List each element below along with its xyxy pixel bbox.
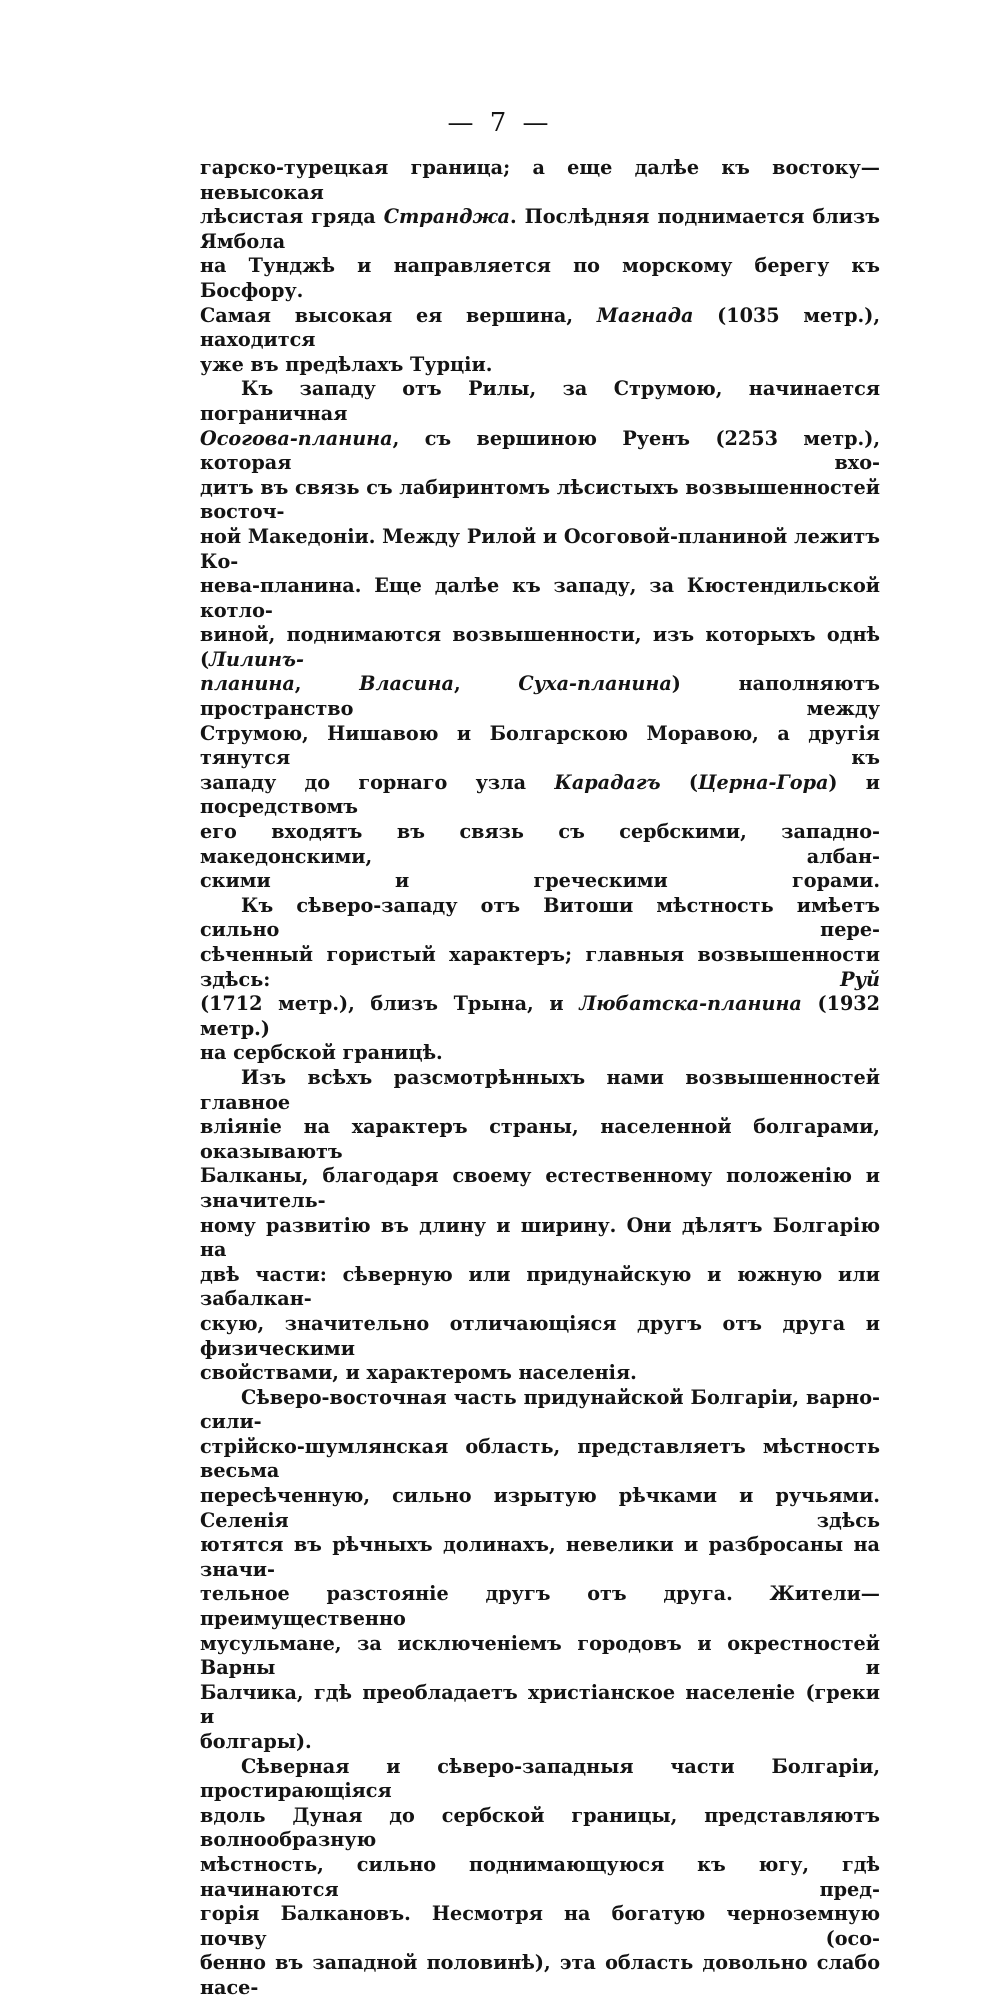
text-line: (1712 метр.), близъ Трына, и Любатска-планина (1932 метр.) xyxy=(200,992,880,1040)
text-line: дитъ въ связь съ лабиринтомъ лѣсистыхъ возвышенностей восточ- xyxy=(200,475,880,524)
body-text xyxy=(200,156,880,2001)
text-line: Балчика, гдѣ преобладаетъ христіанское населеніе (греки и xyxy=(200,1680,880,1729)
text-line: гарско-турецкая граница; а еще далѣе къ востоку—невысокая xyxy=(200,156,880,204)
text-line: ютятся въ рѣчныхъ долинахъ, невелики и разбросаны на значи- xyxy=(200,1533,880,1581)
text-line: Осогова-планина, съ вершиною Руенъ (2253 метр.), которая вхо- xyxy=(200,426,880,475)
text-line: лѣсистая гряда Странджа. Послѣдняя поднимается близъ Ямбола xyxy=(200,205,881,253)
page-number: — 7 — xyxy=(447,108,553,138)
text-line: горія Балкановъ. Несмотря на богатую черноземную почву (осо- xyxy=(200,1902,880,1950)
text-line: двѣ части: сѣверную или придунайскую и южную или забалкан- xyxy=(200,1262,880,1311)
text-line: свойствами, и характеромъ населенія. xyxy=(200,1361,637,1385)
text-line: западу до горнаго узла Карадагъ (Церна-Гора) и посредствомъ xyxy=(200,770,880,819)
text-line: мусульмане, за исключеніемъ городовъ и окрестностей Варны и xyxy=(200,1631,880,1680)
text-line: Изъ всѣхъ разсмотрѣнныхъ нами возвышенностей главное xyxy=(200,1065,880,1114)
text-line: вдоль Дуная до сербской границы, представляютъ волнообразную xyxy=(200,1803,880,1852)
text-line: ному развитію въ длину и ширину. Они дѣлятъ Болгарію на xyxy=(200,1213,880,1262)
text-line: Самая высокая ея вершина, Магнада (1035 метр.), находится xyxy=(200,303,880,352)
text-line: мѣстность, сильно поднимающуюся къ югу, гдѣ начинаются пред- xyxy=(200,1852,880,1901)
text-line: уже въ предѣлахъ Турціи. xyxy=(200,352,493,376)
text-line: пересѣченную, сильно изрытую рѣчками и ручьями. Селенія здѣсь xyxy=(200,1484,880,1532)
text-line: Балканы, благодаря своему естественному положенію и значитель- xyxy=(200,1164,880,1212)
text-line: болгары). xyxy=(200,1730,312,1753)
text-line: бенно въ западной половинѣ), эта область довольно слабо насе- xyxy=(200,1951,880,1999)
text-line: нева-планина. Еще далѣе къ западу, за Кюстендильской котло- xyxy=(200,574,880,622)
text-line: на сербской границѣ. xyxy=(200,1041,443,1065)
text-line: сѣченный гористый характеръ; главныя возвышенности здѣсь: Руй xyxy=(200,943,880,991)
text-line: скую, значительно отличающіяся другъ отъ друга и физическими xyxy=(200,1311,880,1360)
text-line: виной, поднимаются возвышенности, изъ которыхъ однѣ (Лилинъ- xyxy=(200,623,880,671)
text-line: Сѣверо-восточная часть придунайской Болгаріи, варно-сили- xyxy=(200,1385,880,1434)
text-line: стрійско-шумлянская область, представляетъ мѣстность весьма xyxy=(200,1434,880,1483)
text-line: тельное разстояніе другъ отъ друга. Жители—преимущественно xyxy=(200,1582,880,1631)
text-line: Струмою, Нишавою и Болгарскою Моравою, а другія тянутся къ xyxy=(200,721,880,770)
text-line: вліяніе на характеръ страны, населенной болгарами, оказываютъ xyxy=(200,1115,880,1163)
text-line: Сѣверная и сѣверо-западныя части Болгаріи, простирающіяся xyxy=(200,1754,880,1803)
text-line: Къ сѣверо-западу отъ Витоши мѣстность имѣетъ сильно пере- xyxy=(200,893,880,942)
text-line: ной Македоніи. Между Рилой и Осоговой-планиной лежитъ Ко- xyxy=(200,524,880,573)
text-line: планина, Власина, Суха-планина) наполняютъ пространство между xyxy=(200,672,880,721)
text-line: его входятъ въ связь съ сербскими, западно-македонскими, албан- xyxy=(200,820,880,868)
text-line: Къ западу отъ Рилы, за Струмою, начинается пограничная xyxy=(200,377,880,425)
text-line: на Тунджѣ и направляется по морскому берегу къ Босфору. xyxy=(200,254,880,302)
text-line: скими и греческими горами. xyxy=(200,869,880,893)
